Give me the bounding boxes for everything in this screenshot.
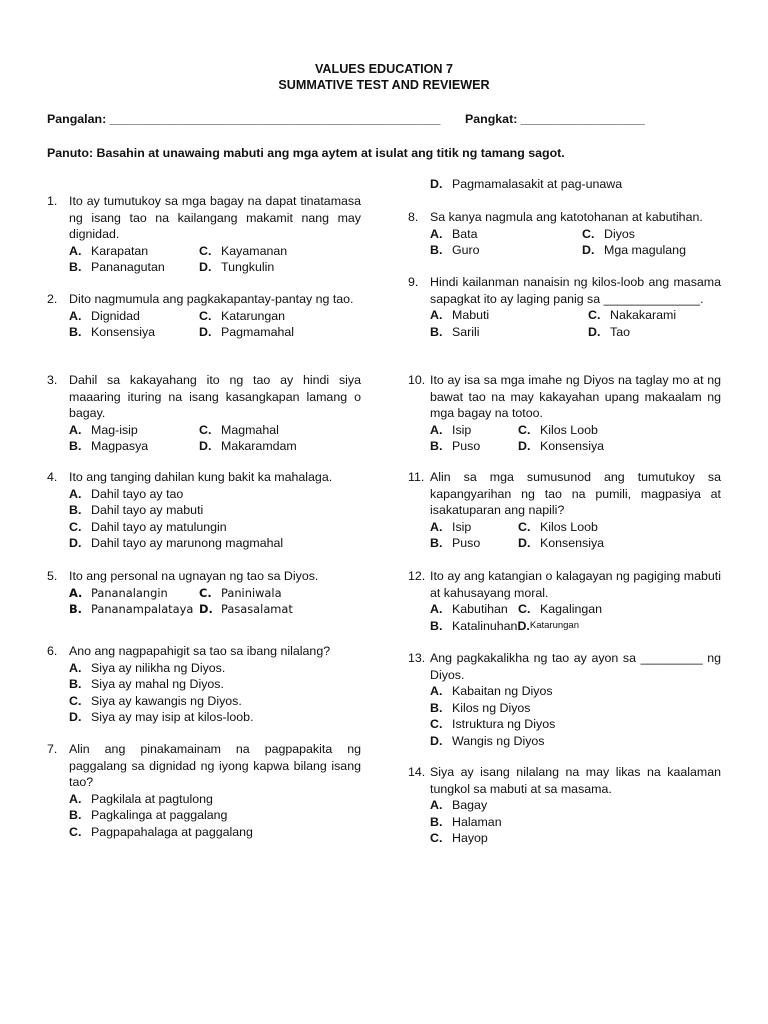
question-number: 13. [408,651,426,665]
choice-letter: C. [588,308,601,322]
answer-choice [430,733,545,750]
choice-letter: C. [199,243,212,258]
question-stem: Alin ang pinakamainam na pagpapakita ng paggalang sa dignidad ng iyong kapwa bilang isang tao? [69,742,361,789]
answer-choice [430,535,518,552]
question-1 [47,193,361,276]
answer-choice [430,226,582,243]
choice-letter: C. [518,519,531,534]
choice-letter: A. [69,791,82,806]
answer-choice [430,601,518,618]
choice-letter: C. [199,308,212,323]
answer-choice [199,324,294,341]
choice-text: Karapatan [91,243,149,258]
choice-text: Pananagutan [91,260,165,274]
question-number: 10. [408,373,426,387]
choice-text: Siya ay nilikha ng Diyos. [91,660,226,675]
question-number: 4. [47,470,58,484]
choice-letter: C. [582,226,595,241]
choice-text: Mag-isip [91,422,138,437]
question-number: 7. [47,742,58,756]
choice-letter: C. [69,693,82,708]
answer-choice [430,422,518,439]
choice-text: Pananalangin [91,585,168,600]
choice-letter: A. [69,243,82,258]
answer-choice [430,716,555,733]
answer-choice [199,308,285,325]
choice-text: Kilos Loob [540,519,598,534]
answer-choice [69,519,227,536]
choice-letter: B. [69,503,82,517]
answer-choice [199,243,287,260]
choice-letter: A. [69,660,82,675]
choice-text: Kabutihan [452,602,508,616]
choice-letter: D. [430,177,443,191]
answer-choice [430,324,588,341]
choice-text: Kagalingan [540,602,603,616]
choice-text: Mabuti [452,308,490,322]
question-6 [47,643,361,726]
question-2 [47,291,361,341]
question-stem: Ito ang personal na ugnayan ng tao sa Diyos. [69,569,319,583]
question-stem: Dahil sa kakayahang ito ng tao ay hindi siya maaaring ituring na isang kasangkapan lamang o bagay. [69,373,361,420]
choice-text: Bata [452,226,478,241]
choice-text: Bagay [452,798,488,812]
question-5 [47,568,361,618]
answer-choice [69,660,225,677]
choice-text: Pagmamahal [221,325,295,339]
choice-text: Dahil tayo ay mabuti [91,503,204,517]
choice-letter: B. [430,324,443,339]
choice-letter: A. [430,422,443,437]
answer-choice [69,693,242,710]
question-10 [408,372,721,455]
answer-choice [582,226,635,243]
answer-choice [69,807,227,824]
choice-letter: C. [69,824,82,839]
choice-text: Halaman [452,814,502,829]
question-9 [408,274,721,340]
answer-choice [518,535,604,552]
answer-choice [430,307,588,324]
question-stem: Alin sa mga sumusunod ang tumutukoy sa kapangyarihan ng tao na pumili, magpasiya at isakatuparan ang napili? [430,470,721,517]
choice-text: Puso [452,536,481,550]
choice-letter: C. [69,519,82,534]
answer-choice [69,791,213,808]
choice-letter: D. [518,536,531,550]
choice-letter: D. [69,710,82,724]
answer-choice [199,259,274,276]
answer-choice [430,176,622,193]
choice-letter: D. [199,325,212,339]
choice-text: Isip [452,519,472,534]
choice-letter: B. [430,439,443,453]
answer-choice [69,308,199,325]
choice-text: Magmahal [221,422,279,437]
question-stem: Ano ang nagpapahigit sa tao sa ibang nilalang? [69,644,331,658]
choice-text: Konsensiya [540,536,605,550]
choice-text: Wangis ng Diyos [452,733,545,748]
choice-letter: A. [69,486,82,501]
answer-choice [430,683,553,700]
answer-choice [69,259,199,276]
choice-letter: A. [430,602,443,616]
choice-text: Isip [452,422,472,437]
answer-choice [430,242,582,259]
instructions: Panuto: Basahin at unawaing mabuti ang mga aytem at isulat ang titik ng tamang sagot. [47,146,565,160]
choice-text: Siya ay may isip at kilos-loob. [91,710,254,724]
document-title: VALUES EDUCATION 7 [314,62,454,76]
choice-letter: B. [69,325,82,339]
question-stem: Ito ay isa sa mga imahe ng Diyos na taglay mo at ng bawat tao na may kakayahan upang makaalam ng mga bagay na totoo. [430,373,721,420]
question-number: 2. [47,292,58,306]
question-number: 3. [47,373,58,387]
answer-choice [199,438,297,455]
question-number: 14. [408,765,426,779]
choice-text: Siya ay mahal ng Diyos. [91,677,224,691]
choice-text: Dahil tayo ay tao [91,486,184,501]
choice-text: Katalinuhan [452,618,518,633]
question-4 [47,469,361,552]
choice-text: Istruktura ng Diyos [452,717,556,731]
choice-text: Paniniwala [221,585,282,600]
answer-choice [199,422,279,439]
answer-choice [199,601,293,618]
choice-letter: C. [518,602,531,616]
choice-text: Nakakarami [610,308,677,322]
answer-choice [582,242,686,259]
answer-choice [69,324,199,341]
choice-letter: B. [430,243,443,257]
choice-text: Pagkilala at pagtulong [91,791,213,806]
question-number: 1. [47,194,58,208]
choice-text: Mga magulang [604,243,686,257]
answer-choice [430,700,531,717]
choice-letter: B. [430,814,443,829]
choice-letter: D. [588,324,601,339]
choice-text: Siya ay kawangis ng Diyos. [91,693,242,708]
answer-choice [69,676,224,693]
choice-text: Konsensiya [91,325,156,339]
choice-text: Puso [452,439,481,453]
choice-letter: B. [430,618,443,633]
choice-letter: C. [430,717,443,731]
choice-letter: C. [518,422,531,437]
choice-letter: C. [430,831,443,845]
choice-letter: A. [430,226,443,241]
question-12 [408,568,721,634]
answer-choice [69,486,183,503]
answer-choice [430,830,488,847]
choice-letter: B. [69,439,82,453]
choice-letter: D. [430,733,443,748]
choice-letter: A. [430,684,443,698]
answer-choice [69,709,254,726]
choice-text: Kilos ng Diyos [452,700,531,715]
choice-letter: D. [69,536,82,550]
choice-text: Hayop [452,831,488,845]
choice-text: Pagmamalasakit at pag-unawa [452,177,623,191]
choice-letter: B. [69,808,82,822]
answer-choice [430,438,518,455]
choice-text: Pagkalinga at paggalang [91,808,228,822]
question-number: 5. [47,569,58,583]
answer-choice [588,324,630,341]
answer-choice [69,601,199,618]
answer-choice [199,585,282,602]
question-stem: Ito ay ang katangian o kalagayan ng pagiging mabuti at kahusayang moral. [430,569,721,600]
answer-choice [517,618,579,635]
question-14 [408,764,721,847]
name-field-label: Pangalan: ________________________________________________ [47,112,441,126]
choice-letter: B. [430,700,443,715]
choice-letter: C. [199,422,212,437]
choice-text: Dahil tayo ay marunong magmahal [91,536,284,550]
choice-letter: B. [430,536,443,550]
choice-letter: C. [199,585,212,600]
answer-choice [69,824,253,841]
answer-choice [588,307,676,324]
choice-letter: D. [518,439,531,453]
section-field-label: Pangkat: __________________ [465,112,645,126]
answer-choice [430,618,517,635]
choice-text: Konsensiya [540,439,605,453]
question-number: 9. [408,275,419,289]
choice-letter: B. [69,602,83,616]
question-3 [47,372,361,455]
answer-choice [518,422,598,439]
answer-choice [69,502,203,519]
answer-choice [69,243,199,260]
question-number: 8. [408,210,419,224]
question-stem: Dito nagmumula ang pagkakapantay-pantay ng tao. [69,292,354,306]
choice-text: Katarungan [221,308,286,323]
answer-choice [518,601,602,618]
question-7 [47,741,361,840]
choice-letter: A. [430,798,443,812]
choice-text: Pasasalamat [221,602,293,616]
question-13 [408,650,721,749]
question-7-continued [408,176,721,193]
choice-letter: D. [517,618,530,633]
question-stem: Ito ang tanging dahilan kung bakit ka mahalaga. [69,470,333,484]
question-stem: Siya ay isang nilalang na may likas na kaalaman tungkol sa mabuti at sa masama. [430,765,721,796]
question-number: 12. [408,569,426,583]
answer-choice [69,422,199,439]
choice-text: Dahil tayo ay matulungin [91,519,227,534]
choice-text: Guro [452,243,480,257]
choice-text: Kilos Loob [540,422,598,437]
choice-text: Kabaitan ng Diyos [452,684,553,698]
question-stem: Ang pagkakalikha ng tao ay ayon sa _________ ng Diyos. [430,651,721,682]
answer-choice [69,438,199,455]
choice-letter: A. [69,308,82,323]
choice-letter: A. [430,519,443,534]
question-stem: Sa kanya nagmula ang katotohanan at kabutihan. [430,210,703,224]
choice-letter: D. [199,439,212,453]
answer-choice [430,797,487,814]
choice-text: Pananampalataya [91,602,194,616]
choice-text: Katarungan [529,619,579,631]
choice-letter: D. [199,602,213,616]
answer-choice [430,814,502,831]
choice-text: Pagpapahalaga at paggalang [91,824,253,839]
answer-choice [430,519,518,536]
choice-text: Kayamanan [221,243,288,258]
question-stem: Hindi kailanman nanaisin ng kilos-loob ang masama sapagkat ito ay laging panig sa ______________. [430,275,721,306]
choice-letter: A. [430,308,443,322]
question-number: 6. [47,644,58,658]
choice-text: Dignidad [91,308,140,323]
answer-choice [69,535,283,552]
choice-letter: D. [199,260,212,274]
choice-letter: A. [69,585,83,600]
choice-text: Makaramdam [221,439,297,453]
choice-text: Tungkulin [221,260,275,274]
document-subtitle: SUMMATIVE TEST AND REVIEWER [278,78,490,92]
choice-text: Diyos [604,226,635,241]
choice-letter: B. [69,260,82,274]
choice-letter: B. [69,677,82,691]
question-11 [408,469,721,552]
choice-text: Tao [610,324,630,339]
choice-text: Magpasya [91,439,149,453]
choice-letter: D. [582,243,595,257]
answer-choice [69,585,199,602]
question-number: 11. [408,470,425,484]
question-8 [408,209,721,259]
choice-text: Sarili [452,324,480,339]
answer-choice [518,519,598,536]
answer-choice [518,438,604,455]
choice-letter: A. [69,422,82,437]
question-stem: Ito ay tumutukoy sa mga bagay na dapat tinatamasa ng isang tao na kailangang makamit nang may dignidad. [69,194,361,241]
